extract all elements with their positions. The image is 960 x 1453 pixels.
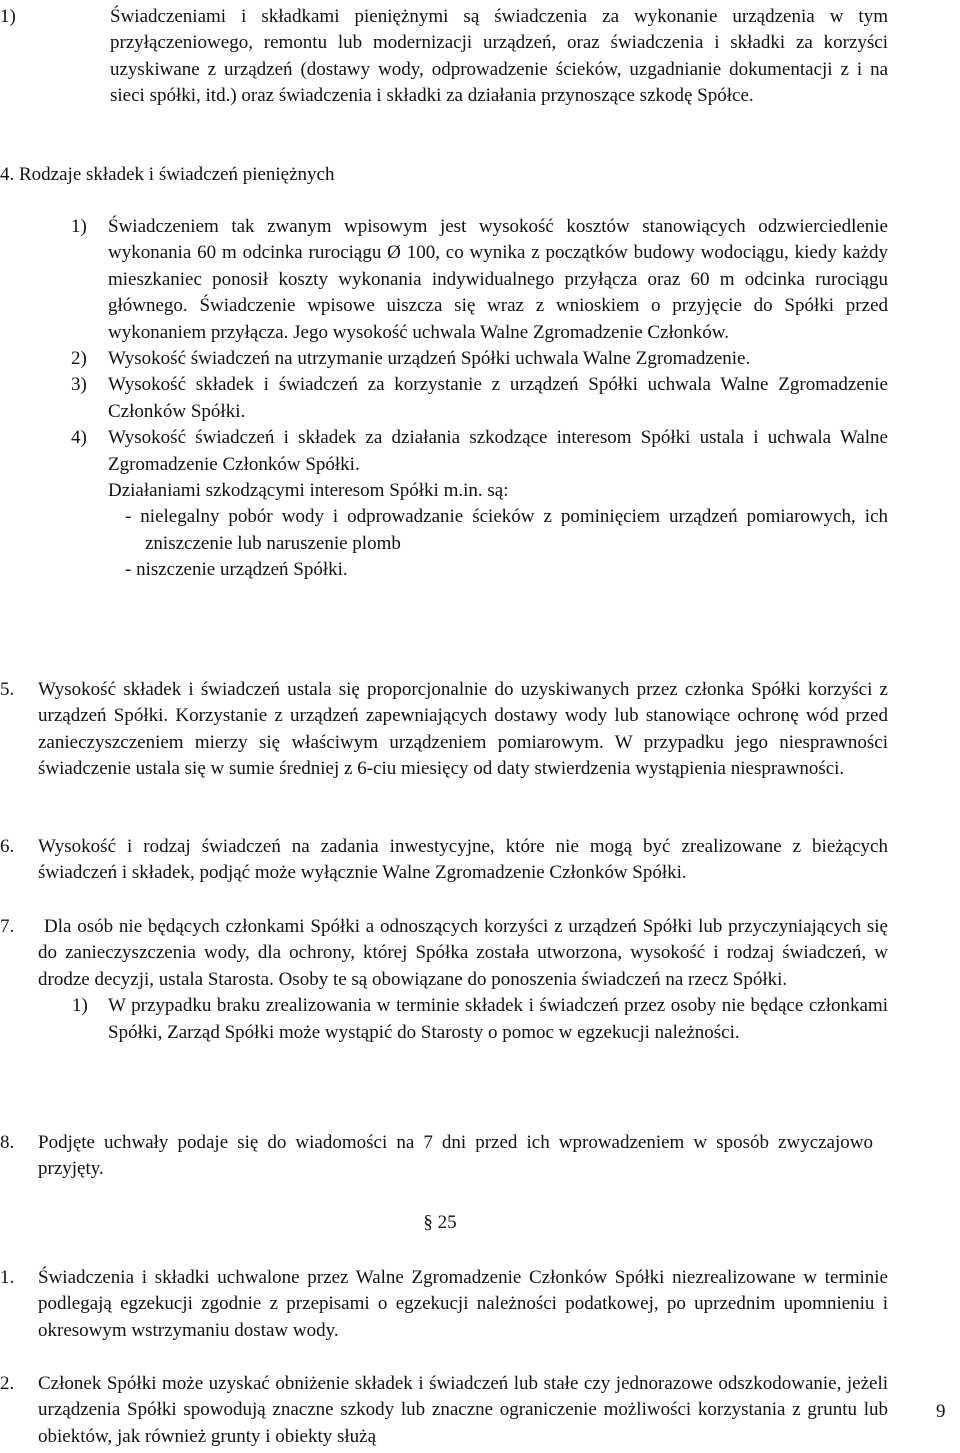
point-text: Członek Spółki może uzyskać obniżenie składek i świadczeń lub stałe czy jednorazowe odszkodowanie, jeżeli urządzenia Spółki spowodują znaczne szkody lub znaczne ograniczenie możliwości korzystania z gruntu lub obiektów, jak również grunty i obiekty służą bbox=[38, 1373, 888, 1447]
bullet-item: - nielegalny pobór wody i odprowadzanie ścieków z pominięciem urządzeń pomiarowych, ich zniszczenie lub naruszenie plomb bbox=[125, 506, 888, 554]
paragraph-heading: § 25 bbox=[423, 1212, 457, 1233]
section-text: Podjęte uchwały podaje się do wiadomości na 7 dni przed ich wprowadzeniem w sposób zwyczajowo przyjęty. bbox=[38, 1132, 873, 1180]
section-7 bbox=[0, 914, 888, 1046]
list-item bbox=[0, 346, 888, 372]
section-number: 6. bbox=[0, 836, 15, 857]
section-4-list bbox=[0, 214, 888, 584]
section-5 bbox=[0, 677, 888, 783]
item-text: Wysokość świadczeń na utrzymanie urządzeń Spółki uchwala Walne Zgromadzenie. bbox=[108, 348, 751, 370]
paragraph-25-point-1 bbox=[0, 1265, 888, 1344]
item-continuation: Działaniami szkodzącymi interesom Spółki m.in. są: bbox=[108, 480, 509, 502]
item-number: 2) bbox=[71, 348, 87, 370]
list-item bbox=[0, 214, 888, 346]
section-8 bbox=[0, 1130, 873, 1183]
point-number: 1. bbox=[0, 1267, 15, 1288]
bullet-item: - niszczenie urządzeń Spółki. bbox=[125, 559, 348, 581]
item-text: Wysokość składek i świadczeń za korzystanie z urządzeń Spółki uchwala Walne Zgromadzenie Członków Spółki. bbox=[108, 374, 888, 422]
list-item bbox=[0, 425, 888, 478]
item-text: Świadczeniem tak zwanym wpisowym jest wysokość kosztów stanowiących odzwierciedlenie wykonania 60 m odcinka rurociągu Ø 100, co wynika z początków budowy wodociągu, kiedy każdy mieszkaniec ponosił koszty wykonania indywidualnego przyłącza oraz 60 m odcinka rurociągu głównego. Świadczenie wpisowe uiszcza się wraz z wnioskiem o przyjęcie do Spółki przed wykonaniem przyłącza. Jego wysokość uchwala Walne Zgromadzenie Członków. bbox=[108, 216, 888, 343]
item-number: 1) bbox=[72, 995, 88, 1017]
section-number: 7. bbox=[0, 916, 15, 937]
section-number: 5. bbox=[0, 679, 15, 700]
item-number: 1) bbox=[0, 6, 16, 27]
item-text: W przypadku braku zrealizowania w terminie składek i świadczeń przez osoby nie będące członkami Spółki, Zarząd Spółki może wystąpić do Starosty o pomoc w egzekucji należności. bbox=[108, 995, 888, 1043]
section-6 bbox=[0, 834, 888, 887]
item-number: 4) bbox=[71, 427, 87, 449]
item-number: 3) bbox=[71, 374, 87, 396]
item-text: Wysokość świadczeń i składek za działania szkodzące interesom Spółki ustala i uchwala Walne Zgromadzenie Członków Spółki. bbox=[108, 427, 888, 475]
item-text: Świadczeniami i składkami pieniężnymi są świadczenia za wykonanie urządzenia w tym przyłączeniowego, remontu lub modernizacji urządzeń, oraz świadczenia i składki za korzyści uzyskiwane z urządzeń (dostawy wody, odprowadzenie ścieków, uzgadnianie dokumentacji z i na sieci spółki, itd.) oraz świadczenia i składki za działania przynoszące szkodę Spółce. bbox=[110, 6, 888, 107]
section-heading-4: 4. Rodzaje składek i świadczeń pieniężnych bbox=[0, 164, 335, 185]
intro-list-item bbox=[0, 4, 888, 110]
section-number: 8. bbox=[0, 1132, 15, 1153]
section-text: Wysokość i rodzaj świadczeń na zadania inwestycyjne, które nie mogą być zrealizowane z bieżących świadczeń i składek, podjąć może wyłącznie Walne Zgromadzenie Członków Spółki. bbox=[38, 836, 888, 884]
section-text: Dla osób nie będących członkami Spółki a odnoszących korzyści z urządzeń Spółki lub przyczyniających się do zanieczyszczenia wody, dla ochrony, której Spółka została utworzona, wysokość i rodzaj świadczeń, w drodze decyzji, ustala Starosta. Osoby te są obowiązane do ponoszenia świadczeń na rzecz Spółki. bbox=[38, 916, 888, 990]
point-number: 2. bbox=[0, 1373, 15, 1394]
section-text: Wysokość składek i świadczeń ustala się proporcjonalnie do uzyskiwanych przez członka Spółki korzyści z urządzeń Spółki. Korzystanie z urządzeń zapewniających dostawy wody lub stanowiące ochronę wód przed zanieczyszczeniem mierzy się właściwym urządzeniem pomiarowym. W przypadku jego niesprawności świadczenie ustala się w sumie średniej z 6-ciu miesięcy od daty stwierdzenia wystąpienia niesprawności. bbox=[38, 679, 888, 780]
point-text: Świadczenia i składki uchwalone przez Walne Zgromadzenie Członków Spółki niezrealizowane w terminie podlegają egzekucji zgodnie z przepisami o egzekucji należności podatkowej, po uprzednim upomnieniu i okresowym wstrzymaniu dostaw wody. bbox=[38, 1267, 888, 1341]
item-number: 1) bbox=[71, 216, 87, 237]
sub-list-item bbox=[38, 993, 888, 1046]
list-item bbox=[0, 372, 888, 425]
paragraph-25-point-2 bbox=[0, 1371, 888, 1450]
page-number: 9 bbox=[936, 1401, 946, 1422]
